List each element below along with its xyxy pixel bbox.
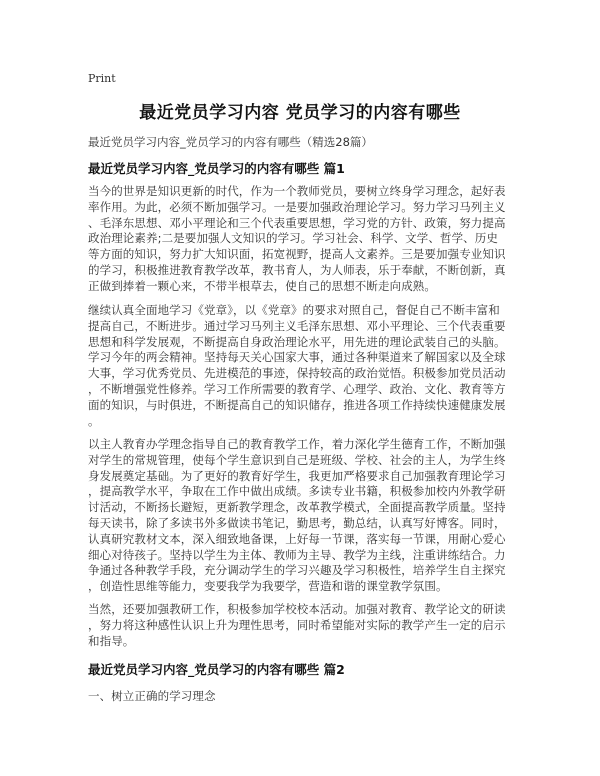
paragraph-line: 继续认真全面地学习《党章》，以《党章》的要求对照自己，督促自己不断丰富和: [88, 303, 500, 317]
paragraph-line: 、毛泽东思想、邓小平理论和三个代表重要思想，学习党的方针、政策，努力提高: [88, 215, 506, 230]
paragraph-line: 等方面的知识，努力扩大知识面，拓宽视野，提高人文素养。三是要加强专业知识: [88, 247, 506, 262]
section-1-heading: 最近党员学习内容_党员学习的内容有哪些 篇1: [88, 161, 345, 176]
paragraph-line: ，创造性思维等能力，变要我学为我要学，营造和谐的课堂教学氛围。: [88, 579, 448, 594]
paragraph-line: 的学习，积极推进教育教学改革，教书育人，为人师表，乐于奉献，不断创新，真: [88, 262, 506, 277]
paragraph-line: 对学生的常规管理，使每个学生意识到自己是班级、学校、社会的主人，为学生终: [88, 452, 506, 467]
paragraph-line: 讨活动，不断扬长避短，更新教学理念，改革教学模式，全面提高教学质量。坚持: [88, 500, 506, 515]
paragraph-line: ，不断增强党性修养。学习工作所需要的教育学、心理学、政治、文化、教育等方: [88, 381, 506, 396]
paragraph-line: 大事，学习优秀党员、先进模范的事迹，保持较高的政治觉悟。积极参加党员活动: [88, 366, 506, 381]
paragraph-line: 细心对待孩子。坚持以学生为主体、教师为主导、教学为主线，注重讲练结合。力: [88, 547, 506, 562]
paragraph-line: 以主人教育办学理念指导自己的教育教学工作，着力深化学生德育工作，不断加强: [88, 437, 506, 451]
paragraph-line: 争通过各种教学手段，充分调动学生的学习兴趣及学习积极性，培养学生自主探究: [88, 563, 506, 578]
section-2-first-line: 一、树立正确的学习理念: [88, 689, 216, 703]
paragraph-line: 和指导。: [88, 633, 135, 648]
paragraph-line: 。: [88, 413, 100, 428]
paragraph-1: [88, 184, 514, 295]
paragraph-line: 认真研究教材文本，深入细致地备课，上好每一节课，落实每一节课，用耐心爱心: [88, 531, 506, 546]
document-subtitle: 最近党员学习内容_党员学习的内容有哪些（精选28篇）: [88, 135, 373, 149]
paragraph-line: 思想和科学发展观，不断提高自身政治理论水平，用先进的理论武装自己的头脑。: [88, 334, 506, 349]
paragraph-4: [88, 602, 514, 649]
paragraph-line: 率作用。为此，必须不断加强学习。一是要加强政治理论学习。努力学习马列主义: [88, 199, 506, 214]
paragraph-line: 学习今年的两会精神。坚持每天关心国家大事，通过各种渠道来了解国家以及全球: [88, 350, 506, 365]
paragraph-line: ，努力将这种感性认识上升为理性思考，同时希望能对实际的教学产生一定的启示: [88, 617, 506, 632]
paragraph-line: 面的知识，与时俱进，不断提高自己的知识储存，推进各项工作持续快速健康发展: [88, 397, 506, 412]
paragraph-line: 身发展奠定基础。为了更好的教育好学生，我更加严格要求自己加强教育理论学习: [88, 468, 506, 483]
paragraph-3: [88, 437, 514, 595]
paragraph-line: 提高自己，不断进步。通过学习马列主义毛泽东思想、邓小平理论、三个代表重要: [88, 318, 506, 333]
paragraph-line: 当然，还要加强教研工作，积极参加学校校本活动。加强对教育、教学论文的研读: [88, 602, 506, 616]
paragraph-line: 当今的世界是知识更新的时代，作为一个教师党员，要树立终身学习理念，起好表: [88, 184, 506, 198]
page-title: 最近党员学习内容 党员学习的内容有哪些: [139, 103, 461, 123]
paragraph-line: 正做到捧着一颗心来，不带半根草去，使自己的思想不断走向成熟。: [88, 278, 436, 293]
paragraph-line: 每天读书，除了多读书外多做读书笔记，勤思考，勤总结，认真写好博客。同时，: [88, 515, 506, 530]
paragraph-line: 政治理论素养;二是要加强人文知识的学习。学习社会、科学、文学、哲学、历史: [88, 231, 498, 246]
print-label: Print: [88, 72, 116, 85]
section-2-heading: 最近党员学习内容_党员学习的内容有哪些 篇2: [88, 662, 345, 677]
paragraph-line: ，提高教学水平，争取在工作中做出成绩。多读专业书籍，积极参加校内外教学研: [88, 484, 506, 499]
paragraph-2: [88, 303, 514, 429]
